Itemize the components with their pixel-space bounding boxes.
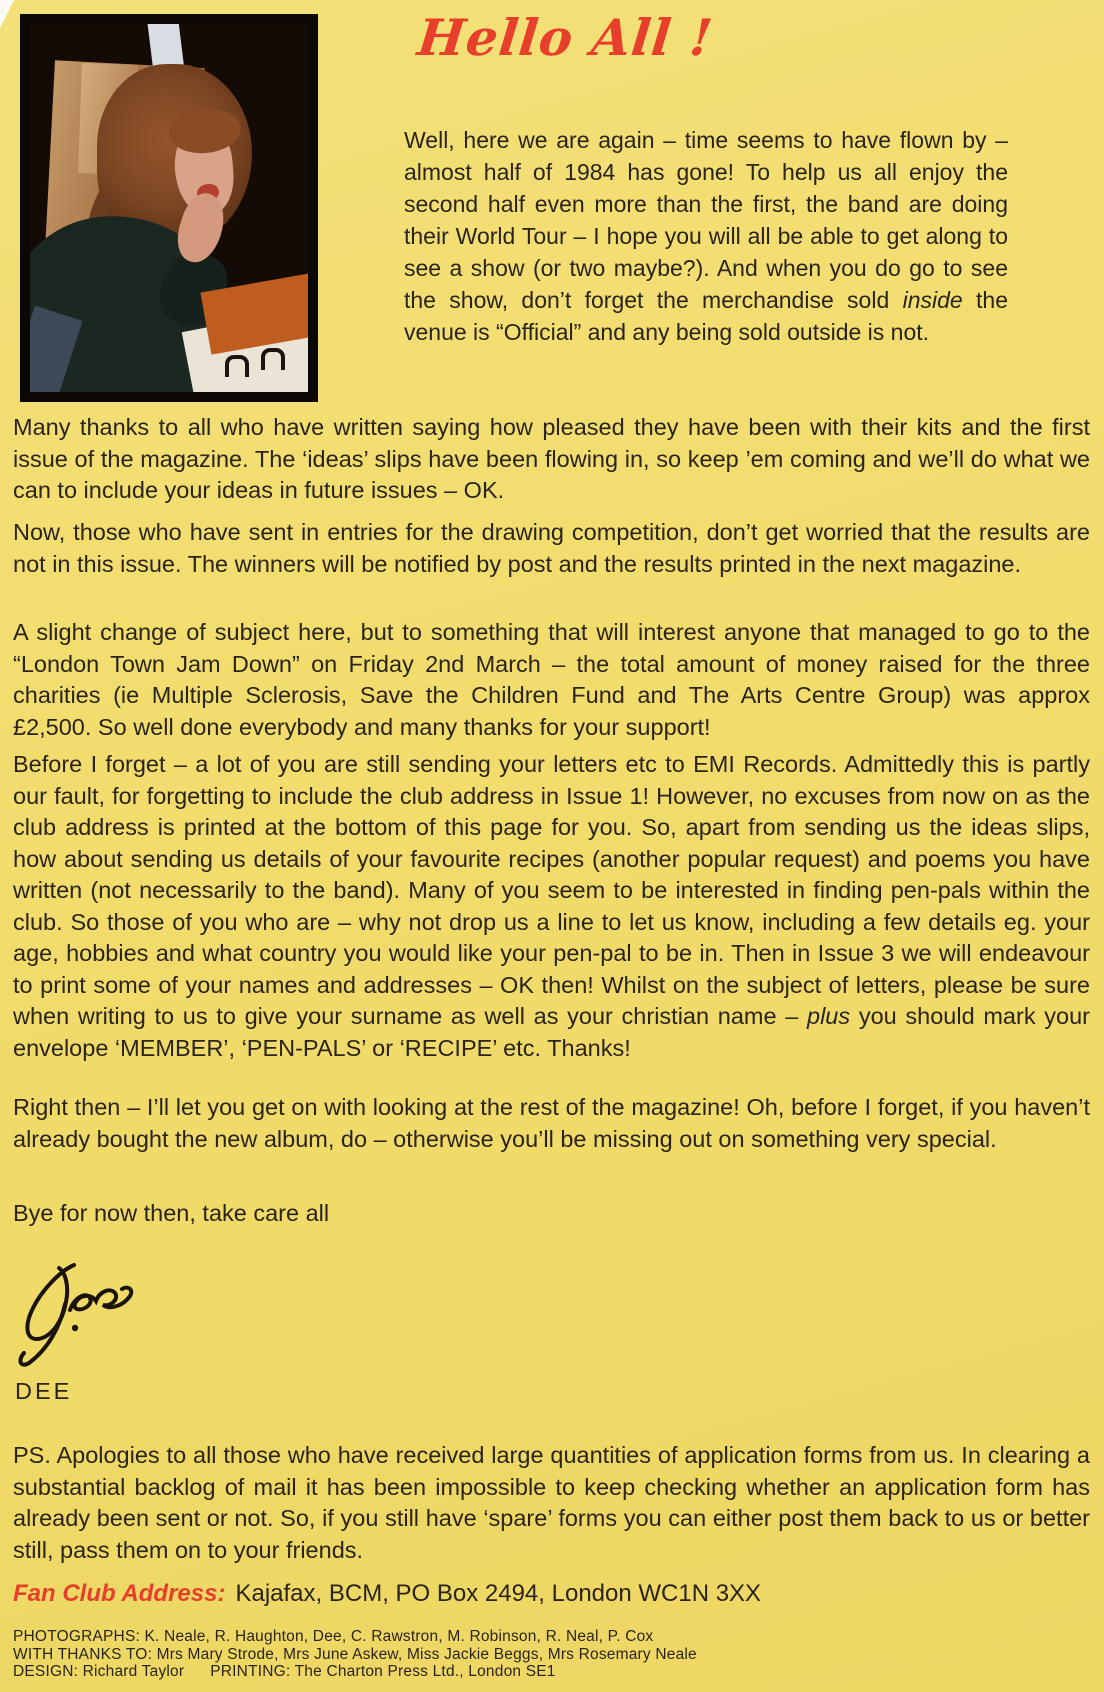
letters-italic-word: plus [807,1003,851,1029]
credits-printing: PRINTING: The Charton Press Ltd., London SE1 [210,1663,556,1681]
credits-photographs: PHOTOGRAPHS: K. Neale, R. Haughton, Dee, C. Rawstron, M. Robinson, R. Neal, P. Cox [13,1628,654,1645]
scan-corner [0,0,14,28]
paragraph-thanks: Many thanks to all who have written saying how pleased they have been with their kits and the first issue of the magazine. The ‘ideas’ slips have been flowing in, so keep ’em coming and we’ll do what we can to include your ideas in future issues – OK. [13,414,1090,503]
photo-binder-ring [261,348,285,370]
paragraph-charity: A slight change of subject here, but to something that will interest anyone that managed to go to the “London Town Jam Down” on Friday 2nd March – the total amount of money raised for the three charities (ie Multiple Sclerosis, Save the Children Fund and The Arts Centre Group) was approx £2,500. So well done everybody and many thanks for your support! [13,619,1090,740]
credits-with-thanks: WITH THANKS TO: Mrs Mary Strode, Mrs June Askew, Miss Jackie Beggs, Mrs Rosemary Neale [13,1645,697,1663]
dee-photo [20,14,318,402]
dee-signature [12,1258,142,1376]
paragraph-farewell: Bye for now then, take care all [13,1200,330,1226]
letters-text-1: Before I forget – a lot of you are still sending your letters etc to EMI Records. Admittedly this is partly our fault, for forgetting to include the club address in Issue 1! However, no excuses from now on as the club address is printed at the bottom of this page for you. So, apart from sending us the ideas slips, how about sending us details of your favourite recipes (another popular request) and poems you have written (not necessarily to the band). Many of you seem to be interested in finding pen-pals within the club. So those of you who are – why not drop us a line to let us know, including a few details eg. your age, hobbies and what country you would like your pen-pal to be in. Then in Issue 3 we will endeavour to print some of your names and addresses – OK then! Whilst on the subject of letters, please be sure when writing to us to give your surname as well as your christian name – [13,751,1090,1029]
photo-tape [147,24,184,70]
intro-paragraph [404,124,1008,348]
fan-club-address-line [13,1579,761,1609]
paragraph-closing: Right then – I’ll let you get on with looking at the rest of the magazine! Oh, before I forget, if you haven’t already bought the new album, do – otherwise you’ll be missing out on something very special. [13,1094,1090,1152]
dee-photo-image [30,24,308,392]
credits-design: DESIGN: Richard Taylor [13,1663,185,1681]
fan-club-address-label: Fan Club Address: [13,1580,226,1607]
paragraph-competition: Now, those who have sent in entries for the drawing competition, don’t get worried that the results are not in this issue. The winners will be notified by post and the results printed in the next magazine. [13,519,1090,577]
intro-text-2: the venue is “Official” and any being sold outside is not. [404,287,1008,345]
credits-block [13,1628,697,1681]
letters-text-2: you should mark your envelope ‘MEMBER’, ‘PEN-PALS’ or ‘RECIPE’ etc. Thanks! [13,1003,1090,1061]
paragraph-postscript: PS. Apologies to all those who have received large quantities of application forms from us. In clearing a substantial backlog of mail it has been impossible to keep checking whether an application form has already been sent or not. So, if you still have ‘spare’ forms you can either post them back to us or better still, pass them on to your friends. [13,1442,1090,1563]
credits-design-printing [13,1663,697,1681]
signature-handwriting [12,1258,142,1376]
paragraph-letters [13,749,1090,1064]
intro-italic-word: inside [902,287,963,313]
fan-club-address-value: Kajafax, BCM, PO Box 2494, London WC1N 3XX [235,1580,762,1607]
photo-binder-ring [225,355,249,377]
signature-printed-name: DEE [15,1378,73,1404]
intro-text-1: Well, here we are again – time seems to have flown by – almost half of 1984 has gone! To help us all enjoy the second half even more than the first, the band are doing their World Tour – I hope you will all be able to get along to see a show (or two maybe?). And when you do go to see the show, don’t forget the merchandise sold [404,127,1008,313]
page-title: Hello All ! [414,8,717,67]
